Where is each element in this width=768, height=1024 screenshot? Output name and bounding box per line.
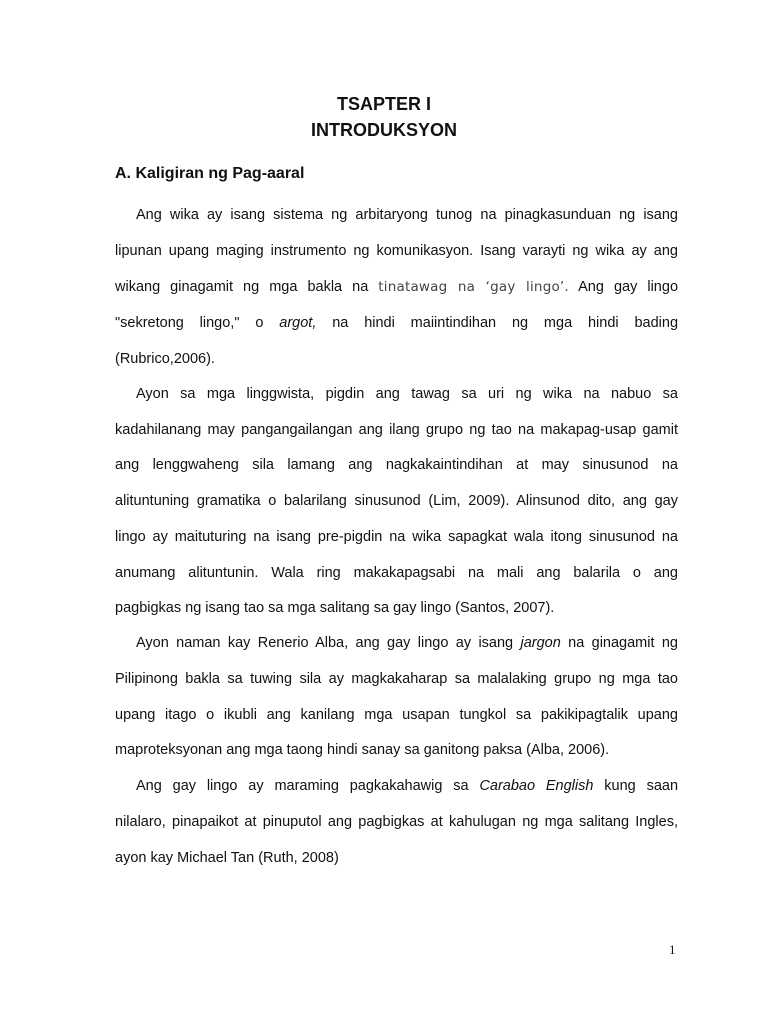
text-span: "sekretong lingo," o bbox=[115, 315, 264, 331]
paragraph-line: nilalaro, pinapaikot at pinuputol ang pagbigkas at kahulugan ng mga salitang Ingles, bbox=[115, 814, 678, 830]
text-span-quoted: tinatawag na ‘gay lingo’. bbox=[378, 279, 569, 295]
paragraph-line: ang lenggwaheng sila lamang ang nagkakaintindihan at may sinusunod na bbox=[115, 457, 678, 473]
text-span: Ayon naman kay Renerio Alba, ang gay lingo ay isang bbox=[136, 635, 514, 651]
text-span-italic: argot, bbox=[279, 315, 317, 331]
paragraph-line: Ang wika ay isang sistema ng arbitaryong tunog na pinagkasunduan ng isang bbox=[136, 207, 678, 223]
text-span: na ginagamit ng bbox=[568, 635, 678, 651]
chapter-title: TSAPTER I bbox=[336, 94, 431, 114]
text-span: Ang gay lingo ay maraming pagkakahawig sa bbox=[136, 778, 469, 794]
text-span: wikang ginagamit ng mga bakla na bbox=[115, 279, 369, 295]
paragraph-line: anumang alituntunin. Wala ring makakapagsabi na mali ang balarila o ang bbox=[115, 565, 678, 581]
paragraph-line: lingo ay maituturing na isang pre-pigdin na wika sapagkat wala itong sinusunod na bbox=[115, 529, 678, 545]
paragraph-line bbox=[115, 277, 678, 297]
section-heading: A. Kaligiran ng Pag-aaral bbox=[115, 165, 305, 182]
paragraph-line bbox=[115, 633, 678, 653]
page-number: 1 bbox=[669, 942, 676, 957]
chapter-subtitle: INTRODUKSYON bbox=[310, 120, 457, 140]
paragraph-line: ayon kay Michael Tan (Ruth, 2008) bbox=[115, 850, 339, 866]
paragraph-line bbox=[115, 776, 678, 796]
paragraph-line: kadahilanang may pangangailangan ang ilang grupo ng tao na makapag-usap gamit bbox=[115, 422, 678, 438]
text-span: kung saan bbox=[604, 778, 679, 794]
paragraph-line: maproteksyonan ang mga taong hindi sanay sa ganitong paksa (Alba, 2006). bbox=[115, 742, 610, 758]
text-span-italic: jargon bbox=[520, 635, 561, 651]
paragraph-line bbox=[115, 313, 678, 333]
paragraph-line: pagbigkas ng isang tao sa mga salitang sa gay lingo (Santos, 2007). bbox=[115, 600, 555, 616]
text-span: na hindi maiintindihan ng mga hindi bading bbox=[332, 315, 679, 331]
text-span: Ang gay lingo bbox=[578, 279, 679, 295]
paragraph-line: upang itago o ikubli ang kanilang mga usapan tungkol sa pakikipagtalik upang bbox=[115, 707, 678, 723]
paragraph-line: Pilipinong bakla sa tuwing sila ay magkakaharap sa malalaking grupo ng mga tao bbox=[115, 671, 678, 687]
paragraph-line: alituntuning gramatika o balarilang sinusunod (Lim, 2009). Alinsunod dito, ang gay bbox=[115, 493, 678, 509]
paragraph-line: lipunan upang maging instrumento ng komunikasyon. Isang varayti ng wika ay ang bbox=[115, 243, 678, 259]
paragraph-line: Ayon sa mga linggwista, pigdin ang tawag sa uri ng wika na nabuo sa bbox=[136, 386, 678, 402]
paragraph-line: (Rubrico,2006). bbox=[115, 351, 215, 367]
text-span-italic: Carabao English bbox=[479, 778, 594, 794]
